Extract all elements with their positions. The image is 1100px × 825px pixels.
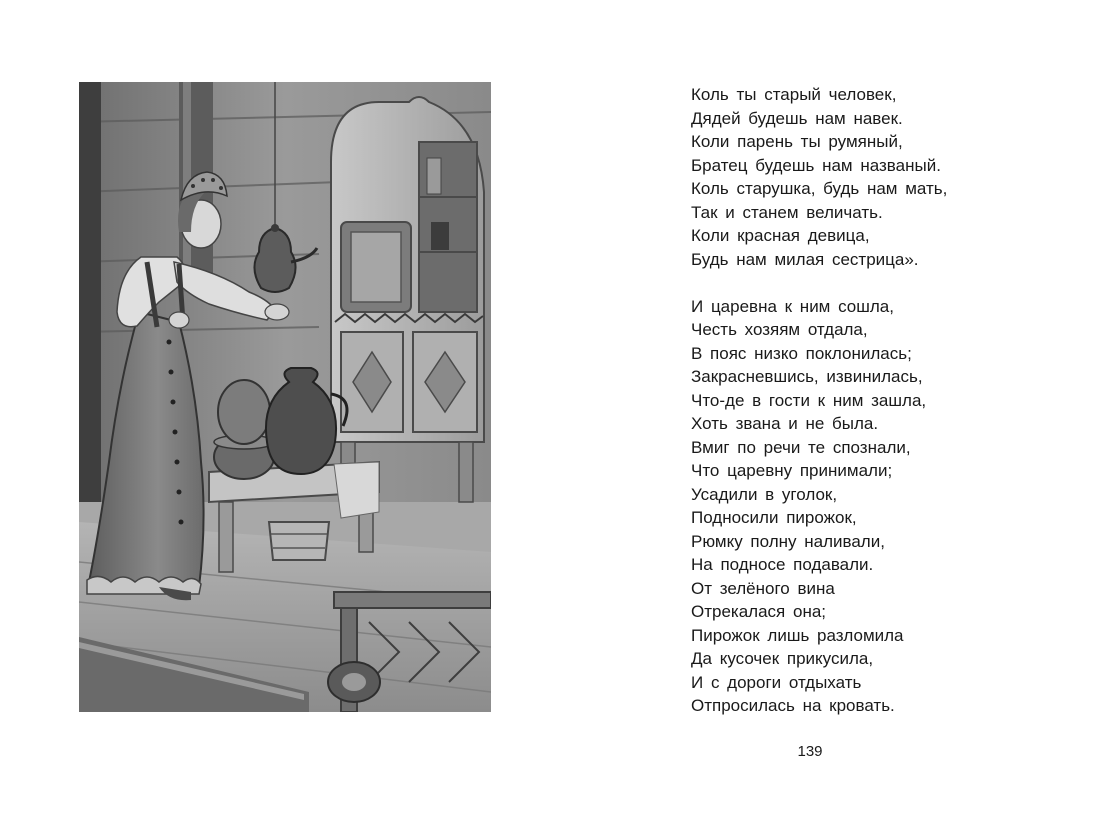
poem-line: От зелёного вина — [691, 578, 835, 598]
page-number: 139 — [797, 743, 823, 760]
poem-line: Коли красная девица, — [691, 226, 870, 245]
poem-line: Закрасневшись, извинилась, — [691, 367, 923, 386]
poem-line: Пирожок лишь разломила — [691, 625, 904, 645]
poem-line: Вмиг по речи те спознали, — [691, 437, 911, 457]
poem-line: Коль ты старый человек, — [691, 85, 897, 104]
poem-line: Отпросилась на кровать. — [691, 696, 895, 715]
poem-line: Да кусочек прикусила, — [691, 649, 874, 668]
poem-line: Так и станем величать. — [691, 202, 883, 222]
poem-line: Что-де в гости к ним зашла, — [691, 390, 927, 410]
poem-stanza-1 — [691, 83, 1071, 271]
poem — [691, 83, 1071, 718]
poem-line: На подносе подавали. — [691, 555, 874, 574]
poem-line: И с дороги отдыхать — [691, 672, 862, 692]
poem-line: Коли парень ты румяный, — [691, 132, 903, 151]
poem-line: Что царевну принимали; — [691, 461, 893, 480]
poem-line: Дядей будешь нам навек. — [691, 108, 903, 128]
illustration — [79, 82, 491, 712]
poem-line: Коль старушка, будь нам мать, — [691, 179, 948, 198]
poem-line: Подносили пирожок, — [691, 508, 857, 527]
poem-line: Усадили в уголок, — [691, 484, 838, 504]
poem-line: Отрекалася она; — [691, 602, 827, 621]
poem-line: Хоть звана и не была. — [691, 414, 879, 433]
poem-stanza-2 — [691, 295, 1071, 718]
poem-line: Братец будешь нам названый. — [691, 155, 941, 175]
poem-line: И царевна к ним сошла, — [691, 296, 894, 316]
poem-line: Рюмку полну наливали, — [691, 531, 885, 551]
illustration-drawing — [79, 82, 491, 712]
poem-line: В пояс низко поклонилась; — [691, 343, 912, 363]
poem-line: Будь нам милая сестрица». — [691, 249, 919, 269]
poem-line: Честь хозяям отдала, — [691, 320, 868, 339]
